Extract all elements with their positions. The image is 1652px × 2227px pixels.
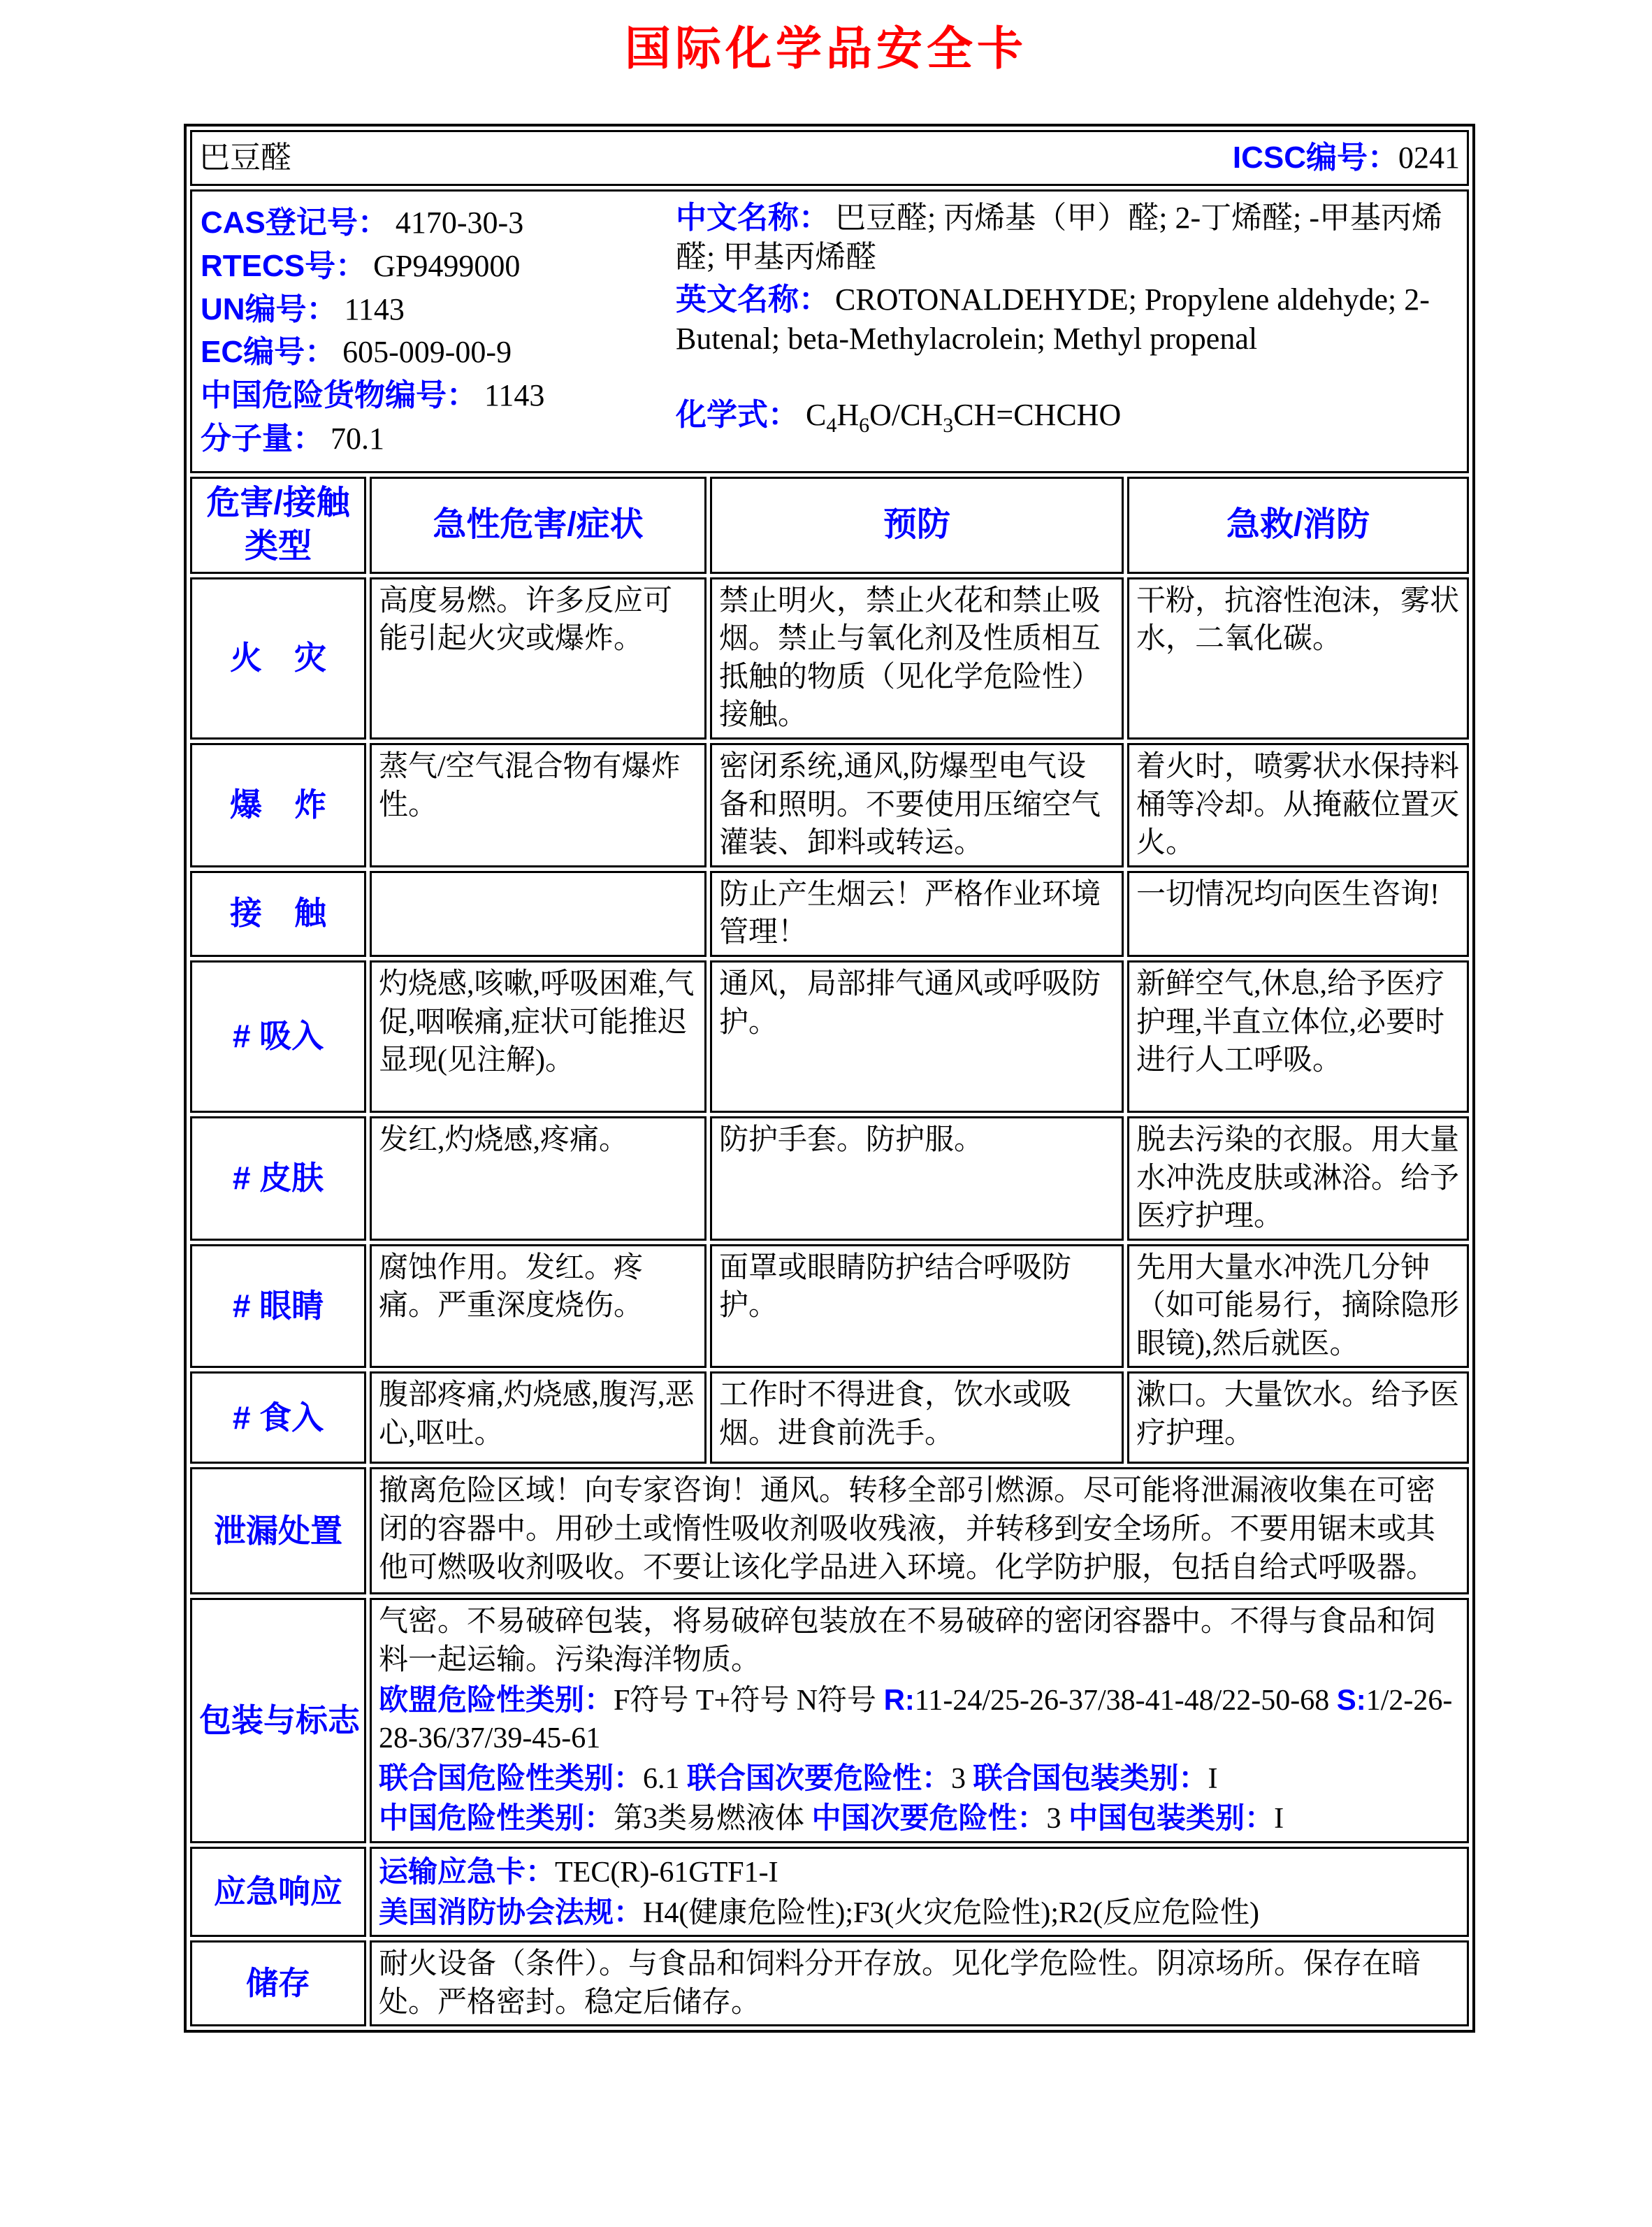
row-label-fire: 火 灾 [190, 577, 366, 740]
substance-name: 巴豆醛 [199, 140, 291, 175]
row-label-storage: 储存 [190, 1940, 366, 2026]
un-label: UN编号： [201, 291, 338, 326]
fire-symptoms: 高度易燃。许多反应可能引起火灾或爆炸。 [370, 577, 707, 740]
contact-prevention: 防止产生烟云！严格作业环境管理！ [710, 871, 1124, 957]
english-names [676, 280, 1458, 359]
explosion-prevention: 密闭系统,通风,防爆型电气设备和照明。不要使用压缩空气灌装、卸料或转运。 [710, 743, 1124, 867]
emergency-cell [370, 1847, 1469, 1937]
icsc-page [0, 11, 1652, 2033]
identifier-list [201, 199, 676, 464]
chinese-name-value: 巴豆醛; 丙烯基（甲）醛; 2-丁烯醛; -甲基丙烯醛; 甲基丙烯醛 [676, 201, 1442, 275]
identification-cell [190, 189, 1469, 473]
ec-label: EC编号： [201, 335, 336, 370]
molweight-line [201, 421, 676, 458]
cas-label: CAS登记号： [201, 206, 389, 240]
fire-prevention: 禁止明火，禁止火花和禁止吸烟。禁止与氧化剂及性质相互抵触的物质（见化学危险性）接触。 [710, 577, 1124, 740]
un-hazard-class-line: 联合国危险性类别：6.1 联合国次要危险性：3 联合国包装类别：I [379, 1761, 1218, 1795]
china-dg-value: 1143 [484, 378, 545, 413]
table-row-contact [190, 871, 1469, 957]
contact-firstaid: 一切情况均向医生咨询! [1127, 871, 1469, 957]
packaging-text: 气密。不易破碎包装，将易破碎包装放在不易破碎的密闭容器中。不得与食品和饲料一起运输。污染海洋物质。 [379, 1606, 1436, 1677]
table-row-fire [190, 577, 1469, 740]
eyes-prevention: 面罩或眼睛防护结合呼吸防护。 [710, 1244, 1124, 1369]
row-label-eyes: # 眼睛 [190, 1244, 366, 1369]
eyes-symptoms: 腐蚀作用。发红。疼痛。严重深度烧伤。 [370, 1244, 707, 1369]
table-row-inhalation [190, 960, 1469, 1113]
transport-emergency-card-line: 运输应急卡：TEC(R)-61GTF1-I [379, 1855, 778, 1889]
substance-cell [190, 130, 1469, 186]
table-row-packaging [190, 1598, 1469, 1843]
rtecs-value: GP9499000 [373, 248, 521, 283]
row-label-packaging: 包装与标志 [190, 1598, 366, 1843]
ingestion-prevention: 工作时不得进食，饮水或吸烟。进食前洗手。 [710, 1371, 1124, 1464]
table-row-ingestion [190, 1371, 1469, 1464]
icsc-table [184, 124, 1475, 2033]
cas-number-line [201, 205, 676, 242]
chemical-formula [676, 395, 1458, 439]
skin-prevention: 防护手套。防护服。 [710, 1116, 1124, 1241]
chinese-names [676, 199, 1458, 278]
molweight-value: 70.1 [331, 421, 384, 456]
english-name-label: 英文名称： [676, 282, 829, 317]
explosion-firstaid: 着火时，喷雾状水保持料桶等冷却。从掩蔽位置灭火。 [1127, 743, 1469, 867]
icsc-value: 0241 [1398, 140, 1460, 175]
row-label-spill: 泄漏处置 [190, 1467, 366, 1594]
row-label-skin: # 皮肤 [190, 1116, 366, 1241]
eu-hazard-class-line: 欧盟危险性类别：F符号 T+符号 N符号 R:11-24/25-26-37/38-41-48/22-50-68 S:1/2-26-28-36/37/39-45-61 [379, 1682, 1453, 1755]
explosion-symptoms: 蒸气/空气混合物有爆炸性。 [370, 743, 707, 867]
inhalation-prevention: 通风，局部排气通风或呼吸防护。 [710, 960, 1124, 1113]
col-header-symptoms: 急性危害/症状 [370, 477, 707, 574]
table-row-storage [190, 1940, 1469, 2026]
contact-symptoms [370, 871, 707, 957]
formula-label: 化学式： [676, 398, 799, 433]
cas-value: 4170-30-3 [395, 206, 524, 240]
storage-text: 耐火设备（条件）。与食品和饲料分开存放。见化学危险性。阴凉场所。保存在暗处。严格密封。稳定后储存。 [370, 1940, 1469, 2026]
un-number-line [201, 291, 676, 329]
skin-firstaid: 脱去污染的衣服。用大量水冲洗皮肤或淋浴。给予医疗护理。 [1127, 1116, 1469, 1241]
china-dg-label: 中国危险货物编号： [201, 378, 477, 413]
icsc-number-field [1233, 138, 1460, 178]
substance-row [190, 130, 1469, 186]
row-label-ingestion: # 食入 [190, 1371, 366, 1464]
eyes-firstaid: 先用大量水冲洗几分钟（如可能易行，摘除隐形眼镜),然后就医。 [1127, 1244, 1469, 1369]
molweight-label: 分子量： [201, 421, 324, 456]
ec-value: 605-009-00-9 [342, 335, 512, 370]
skin-symptoms: 发红,灼烧感,疼痛。 [370, 1116, 707, 1241]
fire-firstaid: 干粉，抗溶性泡沫，雾状水，二氧化碳。 [1127, 577, 1469, 740]
col-header-hazard-type: 危害/接触类型 [190, 477, 366, 574]
row-label-explosion: 爆 炸 [190, 743, 366, 867]
icsc-label: ICSC编号： [1232, 140, 1398, 175]
un-value: 1143 [344, 291, 405, 326]
chinese-name-label: 中文名称： [676, 201, 829, 235]
col-header-firstaid: 急救/消防 [1127, 477, 1469, 574]
inhalation-firstaid: 新鲜空气,休息,给予医疗护理,半直立体位,必要时进行人工呼吸。 [1127, 960, 1469, 1113]
table-row-skin [190, 1116, 1469, 1241]
english-name-value: CROTONALDEHYDE; Propylene aldehyde; 2-Butenal; beta-Methylacrolein; Methyl propenal [676, 282, 1430, 356]
name-list [676, 199, 1458, 464]
col-header-prevention: 预防 [710, 477, 1124, 574]
china-dg-number-line [201, 377, 676, 415]
table-row-explosion [190, 743, 1469, 867]
ec-number-line [201, 334, 676, 371]
row-label-inhalation: # 吸入 [190, 960, 366, 1113]
cn-hazard-class-line: 中国危险性类别：第3类易燃液体 中国次要危险性：3 中国包装类别：I [379, 1801, 1284, 1836]
formula-value: $C_4H_6O/CH_3CH=CHCHO$ [806, 398, 1122, 438]
row-label-emergency: 应急响应 [190, 1847, 366, 1937]
nfpa-code-line: 美国消防协会法规：H4(健康危险性);F3(火灾危险性);R2(反应危险性) [379, 1895, 1259, 1929]
table-row-emergency [190, 1847, 1469, 1937]
identification-row [190, 189, 1469, 473]
row-label-contact: 接 触 [190, 871, 366, 957]
column-header-row [190, 477, 1469, 574]
packaging-cell [370, 1598, 1469, 1843]
ingestion-firstaid: 漱口。大量饮水。给予医疗护理。 [1127, 1371, 1469, 1464]
page-title: 国际化学品安全卡 [625, 24, 1027, 75]
ingestion-symptoms: 腹部疼痛,灼烧感,腹泻,恶心,呕吐。 [370, 1371, 707, 1464]
table-row-eyes [190, 1244, 1469, 1369]
rtecs-number-line [201, 248, 676, 285]
inhalation-symptoms: 灼烧感,咳嗽,呼吸困难,气促,咽喉痛,症状可能推迟显现(见注解)。 [370, 960, 707, 1113]
rtecs-label: RTECS号： [201, 248, 367, 283]
spill-text: 撤离危险区域！向专家咨询！通风。转移全部引燃源。尽可能将泄漏液收集在可密闭的容器中。用砂土或惰性吸收剂吸收残液，并转移到安全场所。不要用锯末或其他可燃吸收剂吸收。不要让该化学品进入环境。化学防护服，包括自给式呼吸器。 [370, 1467, 1469, 1594]
table-row-spill [190, 1467, 1469, 1594]
